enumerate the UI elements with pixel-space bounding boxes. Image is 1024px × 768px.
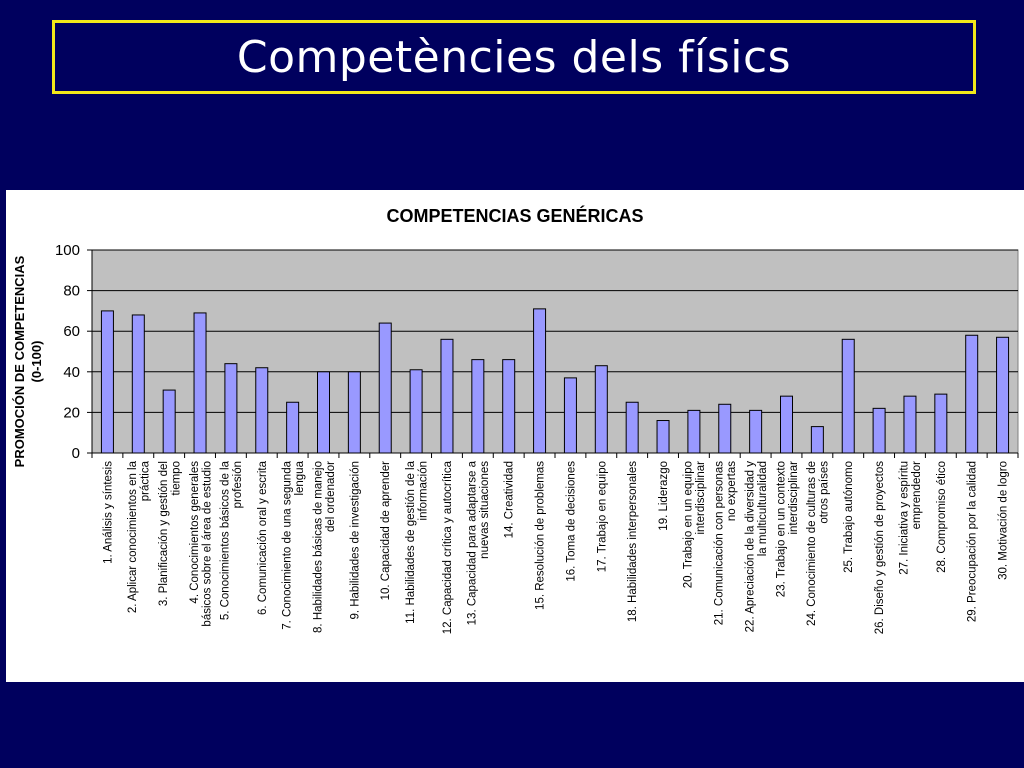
x-tick-label-line: 6. Comunicación oral y escrita — [256, 461, 269, 616]
bar — [935, 394, 947, 453]
x-tick-label-line: del ordenador — [324, 461, 337, 532]
x-tick-label-line: 12. Capacidad crítica y autocrítica — [441, 461, 454, 635]
x-tick-label — [627, 461, 639, 622]
x-tick-label-line: información — [417, 461, 430, 521]
x-tick-label — [683, 461, 708, 588]
bar — [626, 402, 638, 453]
x-tick-label-line: 19. Liderazgo — [658, 461, 671, 531]
x-tick-label — [312, 461, 337, 633]
x-tick-label — [565, 461, 577, 582]
x-tick-label-line: 22. Apreciación de la diversidad y — [744, 461, 757, 633]
x-tick-label — [158, 461, 183, 606]
x-tick-label-line: 10. Capacidad de aprender — [380, 461, 393, 601]
x-tick-label-line: 18. Habilidades interpersonales — [627, 461, 640, 623]
x-tick-label-line: 25. Trabajo autónomo — [843, 461, 856, 573]
x-tick-label — [967, 461, 979, 622]
y-axis-label: (0-100) — [29, 340, 44, 383]
x-tick-label-line: profesión — [232, 461, 245, 509]
bar — [287, 402, 299, 453]
x-tick-label — [127, 460, 152, 613]
bar — [256, 368, 268, 453]
y-tick-label: 0 — [71, 445, 80, 462]
x-tick-label-line: 20. Trabajo en un equipo — [682, 461, 695, 589]
x-tick-label-line: la multiculturalidad — [756, 461, 769, 557]
slide-title: Competències dels físics — [236, 31, 792, 83]
x-tick-label-line: 17. Trabajo en equipo — [596, 461, 609, 573]
bar — [750, 410, 762, 453]
x-tick-label-line: 5. Conocimientos básicos de la — [219, 461, 232, 621]
bar — [966, 335, 978, 453]
bar — [534, 309, 546, 453]
x-tick-label-line: 27. Iniciativa y espíritu — [898, 461, 911, 575]
x-tick-label — [535, 461, 547, 610]
x-tick-label — [349, 461, 361, 620]
x-tick-label-line: nuevas situaciones — [479, 461, 492, 559]
x-tick-label — [658, 461, 670, 531]
x-tick-label — [102, 461, 114, 564]
bar — [688, 410, 700, 453]
x-tick-label — [504, 461, 516, 538]
bar — [379, 323, 391, 453]
bar — [348, 372, 360, 453]
x-tick-label-line: 1. Análisis y síntesis — [102, 461, 115, 564]
chart-panel — [6, 190, 1024, 682]
x-tick-label-line: tiempo — [170, 461, 183, 496]
x-tick-label-line: 4. Conocimientos generales — [188, 461, 201, 604]
x-tick-label — [899, 461, 924, 575]
x-tick-label — [744, 461, 769, 633]
y-tick-label: 60 — [63, 323, 80, 341]
x-tick-label-line: 23. Trabajo en un contexto — [775, 461, 788, 598]
x-tick-label-line: no expertas — [726, 461, 739, 522]
x-tick-label-line: 7. Conocimiento de una segunda — [281, 461, 294, 630]
x-tick-label-line: 21. Comunicación con personas — [713, 461, 726, 626]
x-tick-label-line: práctica — [139, 461, 152, 502]
x-tick-label-line: 28. Compromiso ético — [935, 460, 948, 573]
y-tick-label: 20 — [63, 404, 80, 422]
x-tick-label-line: interdisciplinar — [787, 461, 800, 535]
x-tick-label — [843, 461, 855, 573]
bar — [503, 360, 515, 453]
x-tick-label-line: otros países — [818, 461, 831, 524]
x-tick-label-line: 15. Resolución de problemas — [534, 461, 547, 610]
x-tick-label-line: 2. Aplicar conocimientos en la — [127, 461, 140, 614]
x-tick-label — [380, 461, 392, 601]
x-tick-label-line: 16. Toma de decisiones — [565, 461, 578, 582]
bar — [997, 337, 1009, 453]
x-tick-label-line: lengua — [293, 461, 306, 496]
bar — [904, 396, 916, 453]
x-tick-label-line: 14. Creatividad — [503, 461, 516, 539]
bar — [410, 370, 422, 453]
bar — [873, 408, 885, 453]
bar — [225, 364, 237, 453]
x-tick-label — [189, 461, 214, 627]
x-tick-label-line: 3. Planificación y gestión del — [157, 461, 170, 607]
bar — [595, 366, 607, 453]
x-tick-label — [442, 460, 454, 634]
bar — [472, 360, 484, 453]
bar — [194, 313, 206, 453]
x-tick-label-line: 26. Diseño y gestión de proyectos — [874, 461, 887, 635]
x-tick-label-line: 24. Conocimiento de culturas de — [806, 461, 819, 626]
x-tick-label-line: 9. Habilidades de investigación — [349, 461, 362, 620]
x-tick-label — [874, 461, 886, 634]
x-tick-label-line: básicos sobre el área de estudio — [201, 461, 214, 627]
x-tick-label — [998, 461, 1010, 580]
x-tick-label — [281, 460, 306, 629]
x-tick-label-line: 13. Capacidad para adaptarse a — [466, 461, 479, 626]
bar — [101, 311, 113, 453]
x-tick-label — [806, 461, 831, 626]
x-tick-label — [714, 461, 739, 626]
bar — [441, 339, 453, 453]
x-tick-label — [220, 460, 245, 620]
x-tick-label-line: 29. Preocupación por la calidad — [966, 460, 979, 623]
x-tick-label — [936, 461, 948, 573]
y-axis-label: PROMOCIÓN DE COMPETENCIAS — [12, 255, 27, 468]
x-tick-label-line: 8. Habilidades básicas de manejo — [312, 461, 325, 633]
x-tick-label — [467, 460, 492, 625]
slide-title-box — [52, 20, 976, 94]
x-tick-label-line: interdisciplinar — [695, 461, 708, 535]
x-tick-label — [405, 460, 430, 623]
bar — [719, 404, 731, 453]
bar — [163, 390, 175, 453]
bar — [132, 315, 144, 453]
bar — [564, 378, 576, 453]
bar — [657, 421, 669, 453]
x-tick-label-line: emprendedor — [911, 461, 924, 530]
chart-title: COMPETENCIAS GENÉRICAS — [386, 206, 644, 226]
x-tick-label — [596, 461, 608, 572]
bar — [781, 396, 793, 453]
y-tick-label: 100 — [54, 242, 80, 259]
x-tick-label — [775, 461, 800, 597]
bar — [842, 339, 854, 453]
y-tick-label: 80 — [63, 282, 80, 300]
bar — [318, 372, 330, 453]
bar — [811, 427, 823, 453]
x-tick-label — [257, 460, 269, 615]
y-tick-label: 40 — [63, 363, 80, 381]
x-tick-label-line: 11. Habilidades de gestión de la — [404, 460, 417, 624]
x-tick-label-line: 30. Motivación de logro — [997, 461, 1010, 580]
bar-chart — [6, 190, 1024, 682]
